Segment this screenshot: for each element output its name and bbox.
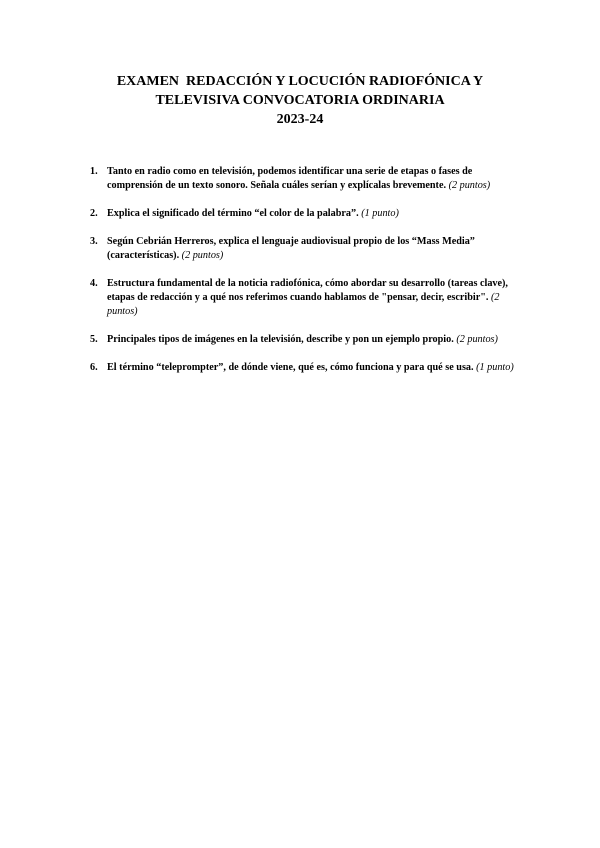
question-number: 4.	[90, 278, 98, 289]
question-item-6	[90, 361, 530, 375]
exam-title	[60, 72, 540, 129]
question-number: 3.	[90, 236, 98, 247]
question-number: 6.	[90, 362, 98, 373]
question-points: (2 puntos)	[181, 250, 224, 261]
question-item-2	[90, 207, 530, 221]
question-text: Tanto en radio como en televisión, podemos identificar una serie de etapas o fases de comprensión de un texto sonoro. Señala cuáles serían y explícalas brevemente.	[107, 166, 473, 191]
question-points: (1 punto)	[476, 362, 514, 373]
question-number: 2.	[90, 208, 98, 219]
title-line-1: EXAMEN REDACCIÓN Y LOCUCIÓN RADIOFÓNICA Y	[116, 74, 484, 89]
question-text: Según Cebrián Herreros, explica el lenguaje audiovisual propio de los “Mass Media” (características).	[107, 236, 475, 261]
question-item-3	[90, 235, 530, 263]
question-points: (2 puntos)	[107, 292, 500, 317]
question-number: 1.	[90, 166, 98, 177]
title-line-2: TELEVISIVA CONVOCATORIA ORDINARIA	[155, 93, 445, 108]
title-line-3: 2023-24	[276, 112, 324, 127]
question-text: Principales tipos de imágenes en la televisión, describe y pon un ejemplo propio.	[107, 334, 454, 345]
question-text: El término “teleprompter”, de dónde viene, qué es, cómo funciona y para qué se usa.	[107, 362, 474, 373]
question-text: Estructura fundamental de la noticia radiofónica, cómo abordar su desarrollo (tareas clave), etapas de redacción y a qué nos referimos cuando hablamos de "pensar, decir, escribir".	[107, 278, 508, 303]
question-list	[90, 165, 530, 389]
question-item-1	[90, 165, 530, 193]
question-item-4	[90, 277, 530, 319]
question-item-5	[90, 333, 530, 347]
question-text: Explica el significado del término “el color de la palabra”.	[107, 208, 359, 219]
question-number: 5.	[90, 334, 98, 345]
question-points: (1 punto)	[361, 208, 399, 219]
question-points: (2 puntos)	[456, 334, 498, 345]
question-points: (2 puntos)	[448, 180, 491, 191]
